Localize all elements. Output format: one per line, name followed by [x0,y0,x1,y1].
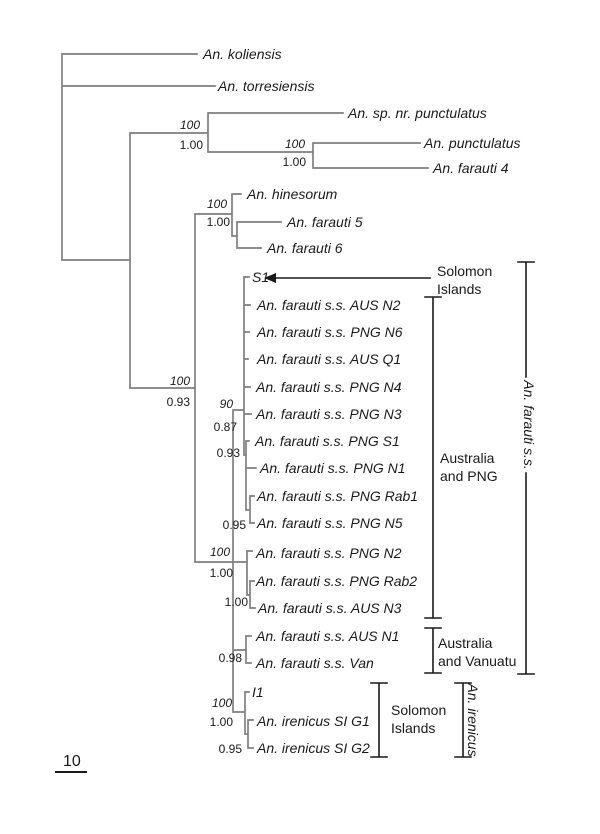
tip-label: An. koliensis [203,46,282,62]
tip-label: An. farauti 5 [287,214,363,230]
tip-label: An. sp. nr. punctulatus [348,105,487,121]
tip-label: An. farauti s.s. Van [256,655,374,671]
support-posterior: 1.00 [209,566,233,580]
tip-label: An. farauti s.s. AUS Q1 [257,351,402,367]
tip-label: An. farauti s.s. AUS N2 [257,297,401,313]
tip-label: An. farauti s.s. PNG N4 [256,379,402,395]
region-label-line: Islands [437,281,482,297]
support-posterior: 0.87 [213,420,237,434]
tip-label: I1 [252,684,264,700]
support-bootstrap: 90 [219,397,233,411]
species-label-an-farauti-ss: An. farauti s.s. [521,380,537,470]
support-posterior: 1.00 [209,715,233,729]
tip-label: An. farauti s.s. PNG Rab2 [256,573,418,589]
tip-label: An. farauti s.s. AUS N3 [258,600,402,616]
tip-label: An. farauti 6 [267,240,343,256]
support-posterior: 0.95 [218,742,242,756]
support-bootstrap: 100 [209,545,230,559]
region-label-australia-vanuatu [438,634,516,670]
region-label-line: Australia [438,635,493,651]
tip-label: An. farauti s.s. PNG S1 [255,433,400,449]
tip-label: An. farauti s.s. AUS N1 [256,628,400,644]
support-posterior: 1.00 [179,138,203,152]
tip-label: An. farauti s.s. PNG N6 [257,324,403,340]
tip-label: An. farauti s.s. PNG N3 [256,406,402,422]
tip-label: An. punctulatus [424,135,521,151]
support-posterior: 1.00 [282,155,306,169]
support-bootstrap: 100 [179,118,200,132]
support-posterior: 0.98 [218,651,242,665]
region-label-line: Solomon [391,702,447,718]
support-posterior: 0.93 [166,395,190,409]
support-bootstrap: 100 [284,137,305,151]
tip-label: An. hinesorum [247,186,338,202]
region-label-australia-png [440,449,498,485]
support-bootstrap: 100 [169,374,190,388]
tip-label: S1 [252,269,270,285]
region-label-solomon-islands-s1 [437,262,492,298]
support-posterior: 0.95 [222,518,246,532]
support-bootstrap: 100 [211,696,232,710]
region-label-line: Islands [391,720,436,736]
region-label-line: and PNG [440,468,498,484]
scale-bar-label: 10 [63,753,81,770]
region-label-solomon-islands-irenicus [391,701,446,737]
tip-label: An. farauti s.s. PNG N1 [260,460,406,476]
tip-label: An. torresiensis [218,78,315,94]
tip-label: An. farauti s.s. PNG N5 [257,515,403,531]
support-posterior: 1.00 [224,595,248,609]
support-posterior: 1.00 [206,215,230,229]
tip-label: An. farauti 4 [433,160,509,176]
region-label-line: Solomon [437,263,493,279]
tip-label: An. irenicus SI G1 [257,713,370,729]
support-bootstrap: 100 [206,197,227,211]
tip-label: An. farauti s.s. PNG N2 [256,545,402,561]
tip-label: An. farauti s.s. PNG Rab1 [257,488,419,504]
region-label-line: Australia [440,450,495,466]
support-posterior: 0.93 [216,446,240,460]
region-label-line: and Vanuatu [438,653,517,669]
species-label-an-irenicus: An. irenicus [465,683,481,757]
tip-label: An. irenicus SI G2 [257,740,370,756]
